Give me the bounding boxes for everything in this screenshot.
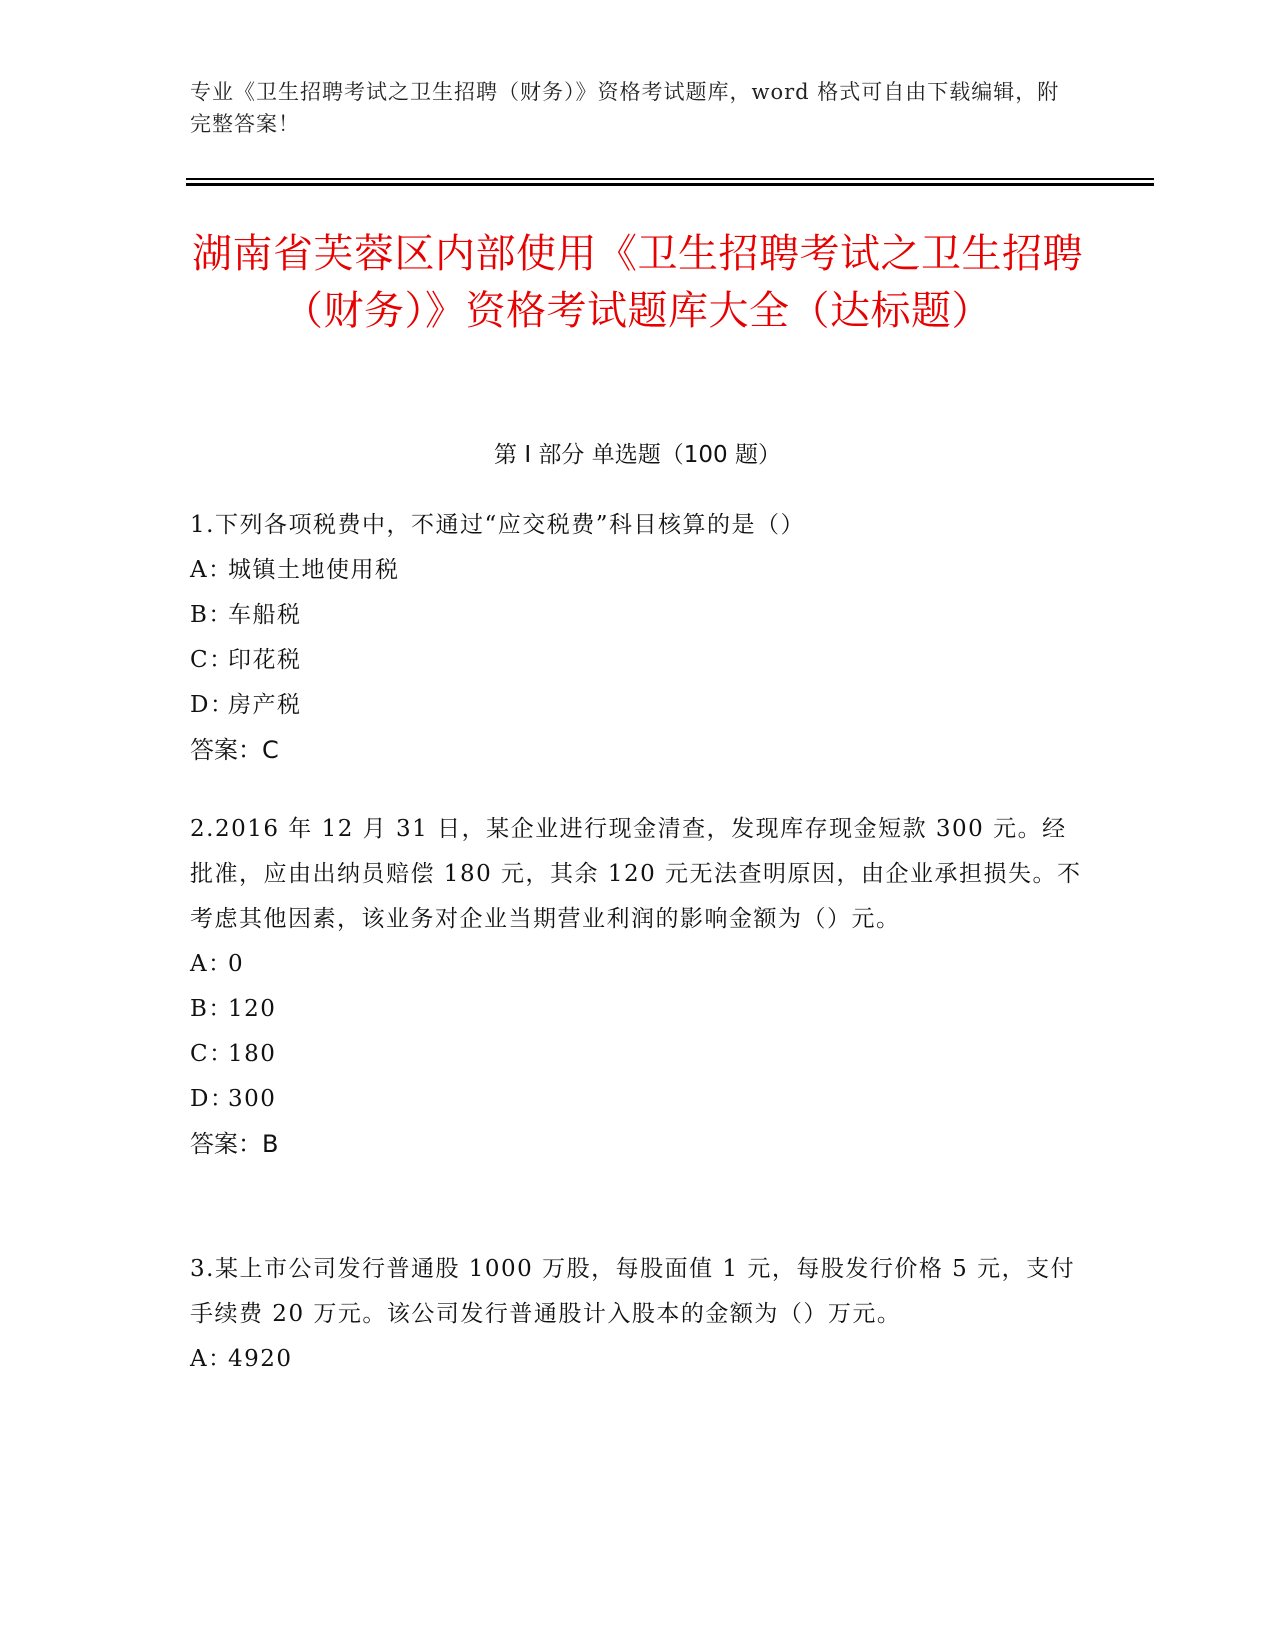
option-text: 120 xyxy=(228,996,277,1022)
option-text: 城镇土地使用税 xyxy=(228,557,400,583)
option-key: C： xyxy=(190,647,234,673)
option-text: 印花税 xyxy=(228,647,302,673)
option-text: 180 xyxy=(228,1041,277,1067)
option-b xyxy=(190,987,1090,1032)
document-title: 湖南省芙蓉区内部使用《卫生招聘考试之卫生招聘（财务）》资格考试题库大全（达标题） xyxy=(192,231,1083,334)
option-text: 4920 xyxy=(228,1346,293,1372)
question-stem: 1.下列各项税费中，不通过“应交税费”科目核算的是（） xyxy=(190,512,805,538)
option-text: 车船税 xyxy=(228,602,302,628)
answer: 答案：B xyxy=(190,1130,279,1158)
option-d xyxy=(190,683,1090,728)
option-key: B： xyxy=(190,996,233,1022)
question-stem: 2.2016 年 12 月 31 日，某企业进行现金清查，发现库存现金短款 300 元。经批准，应由出纳员赔偿 180 元，其余 120 元无法查明原因，由企业承担损失。不考虑其他因素，该业务对企业当期营业利润的影响金额为（）元。 xyxy=(190,816,1082,932)
question-stem: 3.某上市公司发行普通股 1000 万股，每股面值 1 元，每股发行价格 5 元，支付手续费 20 万元。该公司发行普通股计入股本的金额为（）万元。 xyxy=(190,1256,1076,1327)
answer: 答案：C xyxy=(190,736,279,764)
option-c xyxy=(190,1032,1090,1077)
option-key: D： xyxy=(190,1086,235,1112)
option-a xyxy=(190,548,1090,593)
section-title: 第 I 部分 单选题（100 题） xyxy=(494,442,781,468)
question-1 xyxy=(190,503,1090,773)
option-key: B： xyxy=(190,602,233,628)
option-b xyxy=(190,593,1090,638)
option-key: A： xyxy=(190,951,233,977)
option-key: A： xyxy=(190,557,233,583)
option-key: D： xyxy=(190,692,235,718)
header-divider-thick xyxy=(186,183,1154,186)
header-divider-thin xyxy=(186,178,1154,180)
option-text: 300 xyxy=(228,1086,277,1112)
option-a xyxy=(190,942,1090,987)
option-c xyxy=(190,638,1090,683)
option-key: A： xyxy=(190,1346,233,1372)
option-a xyxy=(190,1337,1090,1382)
header-note: 专业《卫生招聘考试之卫生招聘（财务）》资格考试题库，word 格式可自由下载编辑，附完整答案！ xyxy=(190,80,1060,136)
option-key: C： xyxy=(190,1041,234,1067)
option-d xyxy=(190,1077,1090,1122)
option-text: 房产税 xyxy=(228,692,302,718)
question-3 xyxy=(190,1247,1090,1382)
question-2 xyxy=(190,807,1090,1167)
option-text: 0 xyxy=(228,951,245,977)
